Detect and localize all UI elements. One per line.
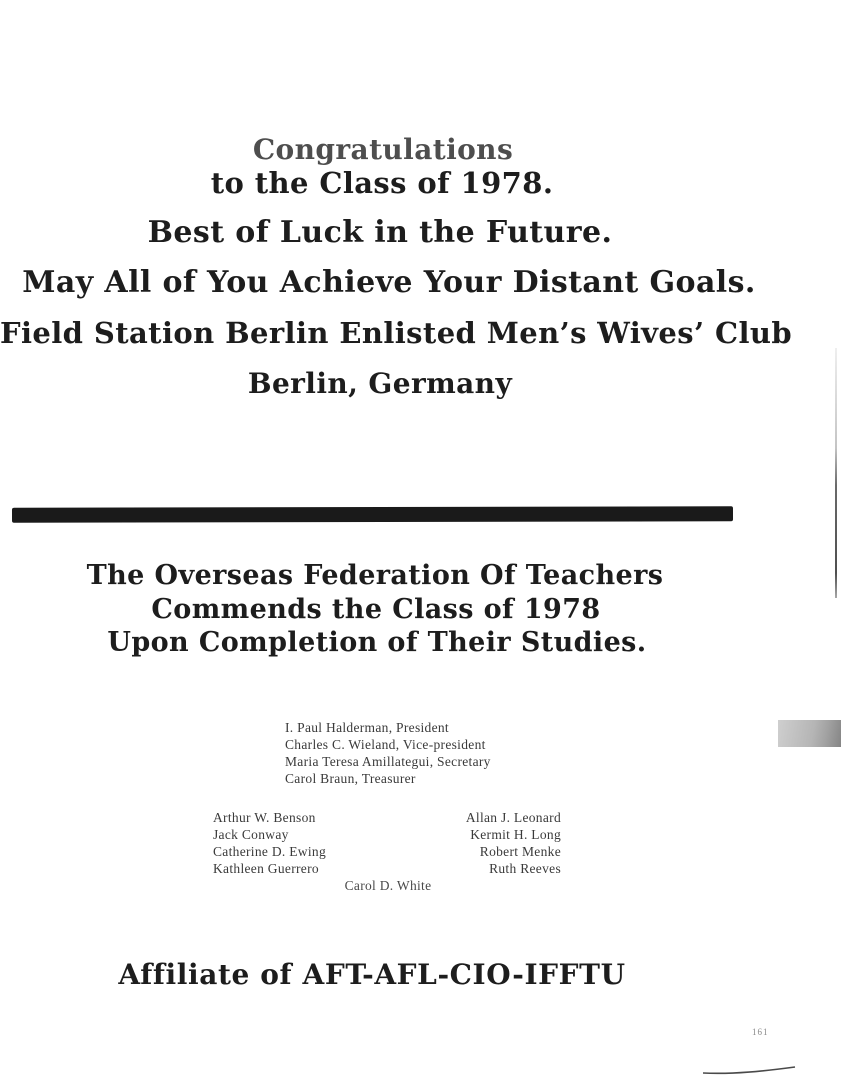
scan-artifact-bottom-curve: [703, 1065, 803, 1077]
member-name: Arthur W. Benson: [213, 810, 316, 825]
affiliate-line: Affiliate of AFT-AFL-CIO-IFFTU: [118, 958, 626, 991]
officer-vice-president: Charles C. Wieland, Vice-president: [285, 737, 486, 752]
scan-artifact-vertical-line: [835, 348, 837, 598]
section-divider-bar: [12, 506, 733, 523]
member-name: Robert Menke: [479, 844, 561, 859]
officers-list: [285, 719, 491, 787]
officer-president: I. Paul Halderman, President: [285, 720, 449, 735]
member-name: Jack Conway: [213, 827, 289, 842]
scan-artifact-gray-patch: [778, 720, 841, 747]
oft-heading-line-3: Upon Completion of Their Studies.: [107, 627, 647, 658]
oft-heading-line-1: The Overseas Federation Of Teachers: [86, 560, 664, 591]
oft-heading-line-2: Commends the Class of 1978: [151, 594, 601, 625]
congrats-line-5: Field Station Berlin Enlisted Men’s Wives’ Club: [0, 316, 793, 350]
member-name-centered: Carol D. White: [344, 878, 432, 893]
members-columns: [213, 809, 561, 877]
member-name: Allan J. Leonard: [465, 810, 561, 825]
members-column-right: [466, 809, 561, 877]
congrats-line-1: Congratulations: [252, 133, 514, 166]
members-column-left: [213, 809, 326, 877]
officer-secretary: Maria Teresa Amillategui, Secretary: [285, 754, 491, 769]
page-number: 161: [752, 1027, 769, 1037]
member-name: Kathleen Guerrero: [213, 861, 319, 876]
member-name: Kermit H. Long: [470, 827, 561, 842]
congrats-line-6: Berlin, Germany: [247, 367, 513, 400]
officer-treasurer: Carol Braun, Treasurer: [285, 771, 416, 786]
member-name: Ruth Reeves: [489, 861, 561, 876]
congrats-line-2: to the Class of 1978.: [210, 166, 554, 200]
member-name: Catherine D. Ewing: [213, 844, 326, 859]
congrats-line-4: May All of You Achieve Your Distant Goals.: [22, 265, 756, 300]
congrats-line-3: Best of Luck in the Future.: [147, 215, 613, 250]
